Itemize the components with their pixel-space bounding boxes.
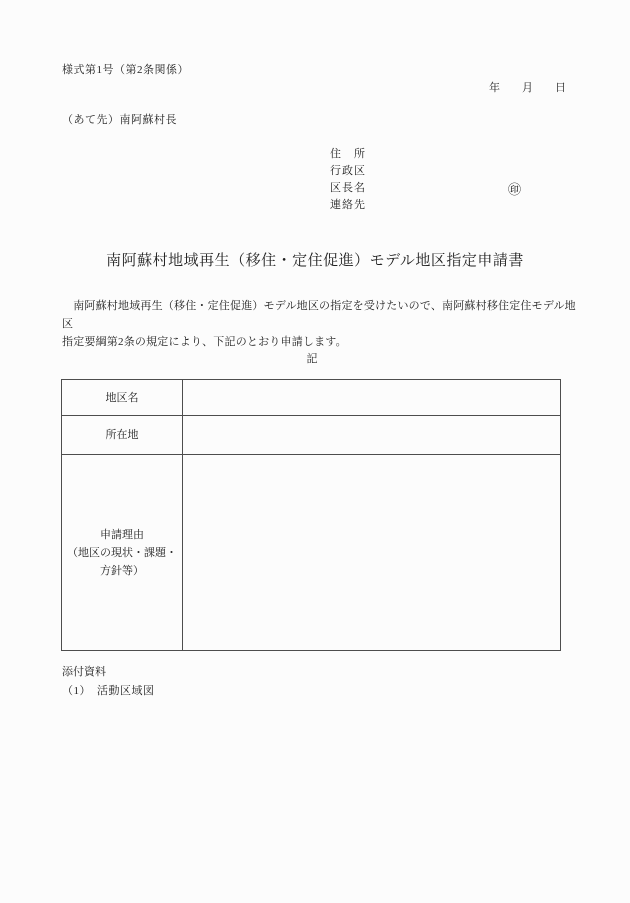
district-name-value-cell — [183, 380, 561, 416]
application-reason-label-main: 申請理由 — [100, 528, 144, 541]
application-reason-label-sub: （地区の現状・課題・方針等） — [67, 546, 177, 577]
document-title: 南阿蘇村地域再生（移住・定住促進）モデル地区指定申請書 — [106, 253, 524, 269]
sender-chief-line — [330, 180, 522, 197]
form-number: 様式第1号（第2条関係） — [62, 64, 189, 76]
application-reason-label — [62, 455, 183, 651]
body-line-2: 指定要綱第2条の規定により、下記のとおり申請します。 — [62, 336, 347, 348]
table-row-district-name — [62, 380, 561, 416]
sender-address-label: 住 所 — [330, 148, 366, 160]
attachments-section — [62, 663, 155, 701]
application-table — [61, 379, 561, 651]
sender-block — [330, 146, 522, 214]
district-name-label: 地区名 — [62, 380, 183, 416]
table-row-location — [62, 416, 561, 455]
seal-mark: ㊞ — [508, 182, 522, 197]
attachment-item-1: （1） 活動区域図 — [62, 685, 155, 697]
addressee: （あて先）南阿蘇村長 — [62, 114, 177, 126]
body-paragraph — [62, 297, 582, 351]
attachments-heading: 添付資料 — [62, 666, 106, 678]
body-line-1: 南阿蘇村地域再生（移住・定住促進）モデル地区の指定を受けたいので、南阿蘇村移住定住モデル地区 — [62, 300, 576, 330]
location-label: 所在地 — [62, 416, 183, 455]
record-mark: 記 — [306, 353, 318, 365]
application-reason-value-cell — [183, 455, 561, 651]
location-value-cell — [183, 416, 561, 455]
sender-chief-label: 区長名 — [330, 182, 366, 194]
table-row-application-reason — [62, 455, 561, 651]
date-line: 年 月 日 — [489, 82, 566, 94]
sender-district-label: 行政区 — [330, 165, 366, 177]
sender-contact-label: 連絡先 — [330, 199, 366, 211]
